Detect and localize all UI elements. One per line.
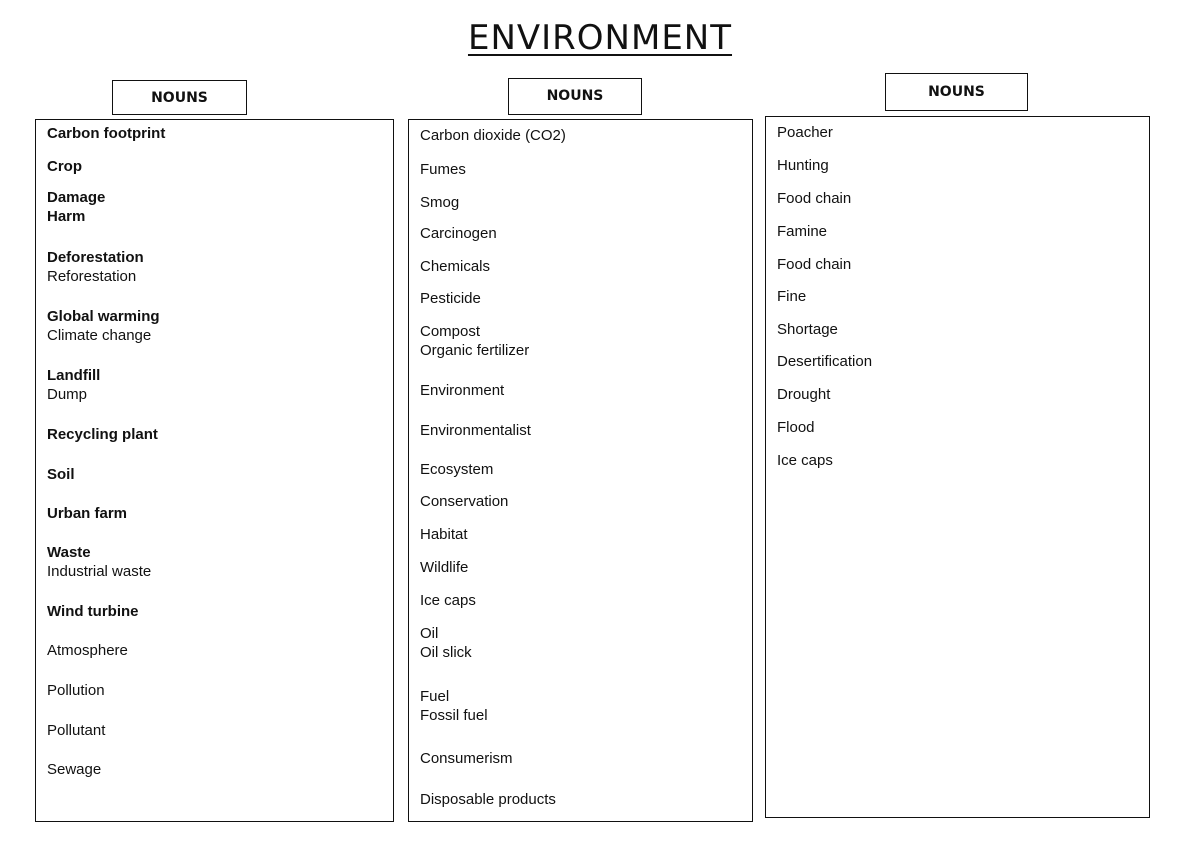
list-item xyxy=(47,641,128,660)
column-3-header xyxy=(885,73,1028,111)
list-item-line: Harm xyxy=(47,208,86,225)
list-item xyxy=(777,352,872,371)
list-item xyxy=(47,681,105,700)
list-item-line: Carbon dioxide (CO2) xyxy=(420,127,566,144)
list-item xyxy=(420,257,490,276)
list-item xyxy=(47,188,105,226)
list-item-line: Carbon footprint xyxy=(47,125,166,142)
list-item-line: Deforestation xyxy=(47,249,144,266)
page-title: ENVIRONMENT xyxy=(467,18,733,58)
list-item xyxy=(777,287,806,306)
list-item xyxy=(47,366,100,404)
list-item-line: Crop xyxy=(47,158,82,175)
list-item xyxy=(420,322,529,360)
list-item-line: Food chain xyxy=(777,190,852,207)
list-item xyxy=(47,721,105,740)
list-item-line: Fossil fuel xyxy=(420,707,488,724)
list-item-line: Pollution xyxy=(47,682,105,699)
list-item xyxy=(47,465,75,484)
list-item-line: Landfill xyxy=(47,367,101,384)
list-item-line: Disposable products xyxy=(420,791,556,808)
list-item-line: Wind turbine xyxy=(47,603,139,620)
list-item-line: Wildlife xyxy=(420,559,469,576)
list-item-line: Desertification xyxy=(777,353,873,370)
column-2-header-label: NOUNS xyxy=(546,88,604,104)
list-item-line: Drought xyxy=(777,386,831,403)
list-item-line: Fuel xyxy=(420,688,450,705)
list-item-line: Oil slick xyxy=(420,644,472,661)
list-item-line: Food chain xyxy=(777,256,852,273)
list-item xyxy=(420,624,472,662)
list-item-line: Waste xyxy=(47,544,91,561)
column-2-list xyxy=(408,119,753,822)
list-item xyxy=(420,224,497,243)
list-item-line: Famine xyxy=(777,223,828,240)
list-item-line: Habitat xyxy=(420,526,468,543)
list-item-line: Environmentalist xyxy=(420,422,531,439)
list-item-line: Chemicals xyxy=(420,258,491,275)
list-item xyxy=(420,790,556,809)
list-item-line: Reforestation xyxy=(47,268,137,285)
list-item-line: Ice caps xyxy=(420,592,476,609)
list-item xyxy=(420,749,513,768)
list-item-line: Damage xyxy=(47,189,106,206)
list-item-line: Compost xyxy=(420,323,481,340)
list-item xyxy=(777,156,829,175)
list-item xyxy=(420,591,476,610)
list-item-line: Flood xyxy=(777,419,815,436)
list-item-line: Shortage xyxy=(777,321,838,338)
list-item-line: Industrial waste xyxy=(47,563,152,580)
list-item xyxy=(420,687,488,725)
list-item xyxy=(777,189,851,208)
column-2-header xyxy=(508,78,642,115)
list-item xyxy=(777,385,830,404)
list-item xyxy=(420,558,468,577)
list-item xyxy=(47,307,160,345)
list-item xyxy=(47,124,165,143)
list-item-line: Environment xyxy=(420,382,505,399)
list-item-line: Fine xyxy=(777,288,807,305)
list-item xyxy=(420,126,566,145)
list-item-line: Soil xyxy=(47,466,75,483)
list-item xyxy=(47,543,151,581)
list-item-line: Oil xyxy=(420,625,439,642)
list-item-line: Conservation xyxy=(420,493,509,510)
list-item xyxy=(47,760,101,779)
list-item-line: Sewage xyxy=(47,761,102,778)
column-1-header-label: NOUNS xyxy=(151,90,208,106)
list-item xyxy=(420,160,466,179)
list-item xyxy=(47,157,82,176)
list-item xyxy=(777,123,833,142)
list-item-line: Recycling plant xyxy=(47,426,158,443)
list-item-line: Atmosphere xyxy=(47,642,128,659)
list-item xyxy=(777,451,833,470)
list-item-line: Carcinogen xyxy=(420,225,497,242)
list-item-line: Urban farm xyxy=(47,505,128,522)
list-item xyxy=(420,381,504,400)
list-item-line: Smog xyxy=(420,194,460,211)
column-3-list xyxy=(765,116,1150,818)
list-item xyxy=(47,602,139,621)
list-item-line: Pollutant xyxy=(47,722,106,739)
list-item-line: Fumes xyxy=(420,161,466,178)
list-item xyxy=(47,425,158,444)
column-1-list xyxy=(35,119,394,822)
list-item xyxy=(420,421,531,440)
list-item-line: Pesticide xyxy=(420,290,481,307)
list-item xyxy=(47,248,144,286)
list-item xyxy=(777,255,851,274)
list-item-line: Organic fertilizer xyxy=(420,342,530,359)
list-item xyxy=(47,504,127,523)
list-item-line: Global warming xyxy=(47,308,160,325)
column-3-header-label: NOUNS xyxy=(928,84,985,100)
list-item xyxy=(420,289,481,308)
list-item-line: Ecosystem xyxy=(420,461,494,478)
list-item-line: Consumerism xyxy=(420,750,513,767)
list-item xyxy=(777,222,827,241)
list-item xyxy=(420,193,459,212)
list-item xyxy=(420,460,493,479)
list-item-line: Dump xyxy=(47,386,88,403)
list-item xyxy=(420,525,468,544)
list-item-line: Ice caps xyxy=(777,452,833,469)
list-item-line: Hunting xyxy=(777,157,829,174)
list-item xyxy=(777,418,815,437)
column-1-header xyxy=(112,80,247,115)
list-item xyxy=(777,320,838,339)
list-item-line: Poacher xyxy=(777,124,833,141)
list-item xyxy=(420,492,508,511)
list-item-line: Climate change xyxy=(47,327,152,344)
